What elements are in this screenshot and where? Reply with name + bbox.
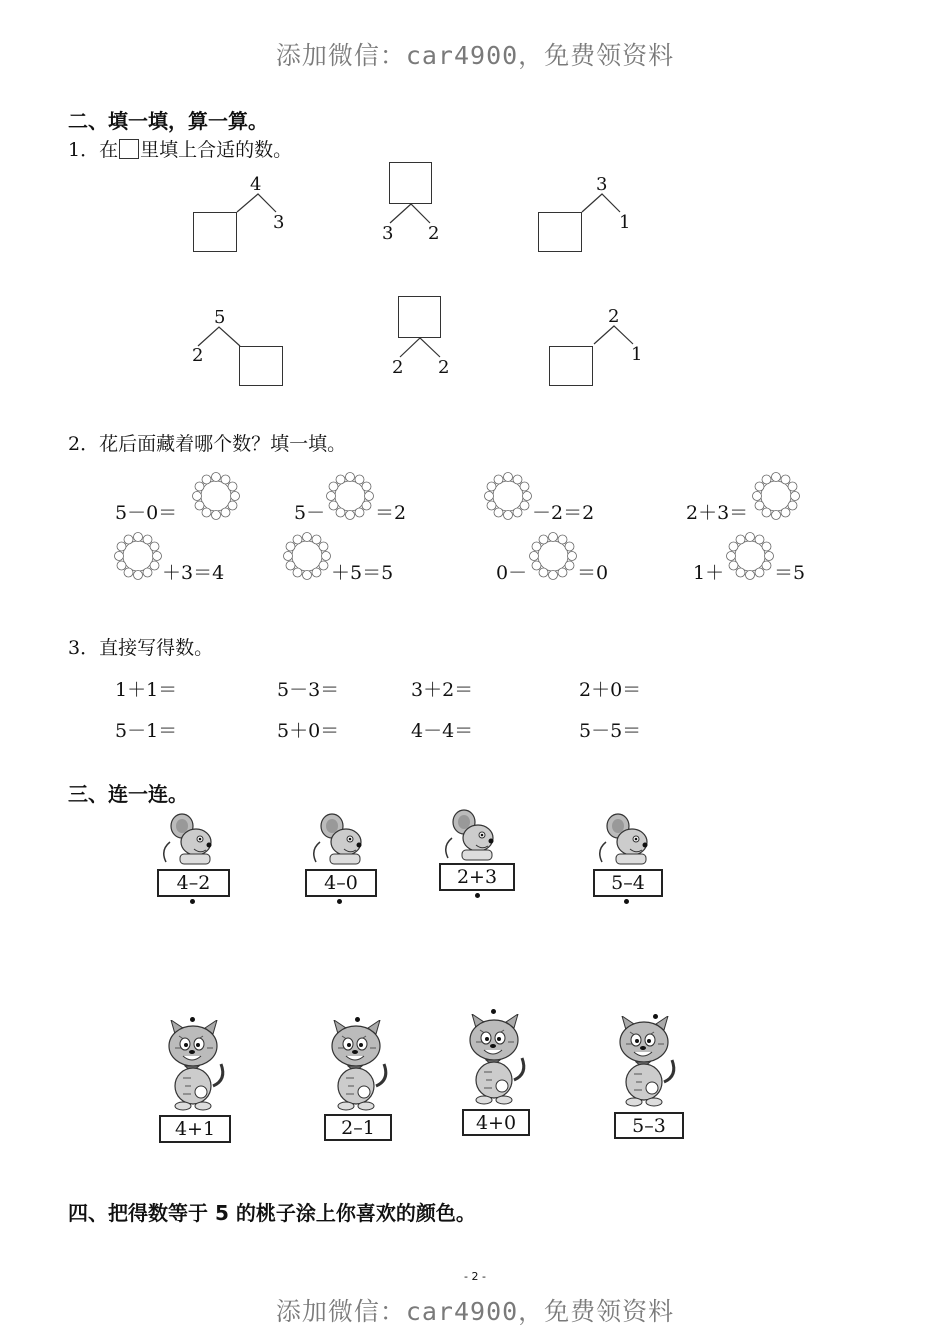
- tree3-top: 3: [596, 174, 608, 195]
- eq-text: 1＋1＝: [115, 679, 178, 701]
- eq-text: 2＋3＝: [686, 502, 749, 524]
- eq-text: 5－1＝: [115, 720, 178, 742]
- flower-icon[interactable]: [326, 472, 374, 520]
- q1-suffix: 里填上合适的数。: [140, 139, 293, 161]
- cat-icon: [155, 1020, 235, 1114]
- flower-icon[interactable]: [752, 472, 800, 520]
- cat-label: 4+1: [159, 1115, 231, 1143]
- cat-icon: [318, 1020, 398, 1114]
- tree5-left: 2: [392, 357, 404, 378]
- tree2-right: 2: [428, 223, 440, 244]
- mouse-label: 4–0: [305, 869, 377, 897]
- flower-icon[interactable]: [114, 532, 162, 580]
- connect-dot[interactable]: [624, 899, 629, 904]
- q3-title: 3．直接写得数。: [68, 637, 214, 659]
- q1-prefix: 1．在: [68, 139, 119, 161]
- cat-icon: [456, 1014, 536, 1108]
- tree1-top: 4: [250, 174, 262, 195]
- section-4-title: 四、把得数等于 5 的桃子涂上你喜欢的颜色。: [68, 1201, 476, 1225]
- tree4-top: 5: [214, 307, 226, 328]
- tree6-top: 2: [608, 306, 620, 327]
- eq-text: 1＋: [693, 562, 725, 584]
- flower-icon[interactable]: [283, 532, 331, 580]
- mouse-label: 2+3: [439, 863, 515, 891]
- eq-text: ＝5: [774, 562, 806, 584]
- connect-dot[interactable]: [190, 899, 195, 904]
- eq-text: －2＝2: [532, 502, 595, 524]
- answer-box[interactable]: [398, 296, 441, 338]
- eq-text: ＋3＝4: [162, 562, 225, 584]
- eq-text: 5－0＝: [115, 502, 178, 524]
- flower-icon[interactable]: [529, 532, 577, 580]
- eq-text: 3＋2＝: [411, 679, 474, 701]
- tree3-right: 1: [619, 212, 631, 233]
- flower-icon[interactable]: [484, 472, 532, 520]
- answer-box[interactable]: [389, 162, 432, 204]
- answer-box[interactable]: [549, 346, 593, 386]
- eq-text: 5＋0＝: [277, 720, 340, 742]
- eq-text: 5－: [294, 502, 326, 524]
- mouse-icon: [596, 812, 660, 872]
- tree5-right: 2: [438, 357, 450, 378]
- section-3-title: 三、连一连。: [68, 782, 188, 806]
- tree2-left: 3: [382, 223, 394, 244]
- tree6-right: 1: [631, 344, 643, 365]
- mouse-label: 5–4: [593, 869, 663, 897]
- cat-icon: [606, 1016, 686, 1110]
- mouse-icon: [442, 808, 506, 868]
- mouse-label: 4–2: [157, 869, 230, 897]
- page-number: - 2 -: [464, 1270, 486, 1283]
- mouse-icon: [160, 812, 224, 872]
- connect-dot[interactable]: [337, 899, 342, 904]
- cat-label: 4+0: [462, 1109, 530, 1136]
- answer-box[interactable]: [193, 212, 237, 252]
- cat-label: 5–3: [614, 1112, 684, 1139]
- q2-title: 2．花后面藏着哪个数？填一填。: [68, 433, 347, 455]
- watermark-top: 添加微信：car4900，免费领资料: [275, 41, 675, 70]
- eq-text: ＝2: [375, 502, 407, 524]
- eq-text: 5－3＝: [277, 679, 340, 701]
- connect-dot[interactable]: [475, 893, 480, 898]
- tree4-left: 2: [192, 345, 204, 366]
- eq-text: ＝0: [577, 562, 609, 584]
- watermark-bottom: 添加微信：car4900，免费领资料: [275, 1297, 675, 1326]
- eq-text: 2＋0＝: [579, 679, 642, 701]
- eq-text: ＋5＝5: [331, 562, 394, 584]
- cat-label: 2–1: [324, 1114, 392, 1141]
- answer-box[interactable]: [538, 212, 582, 252]
- eq-text: 0－: [496, 562, 528, 584]
- eq-text: 4－4＝: [411, 720, 474, 742]
- section-2-title: 二、填一填，算一算。: [68, 109, 268, 133]
- mouse-icon: [310, 812, 374, 872]
- tree1-right: 3: [273, 212, 285, 233]
- flower-icon[interactable]: [726, 532, 774, 580]
- flower-icon[interactable]: [192, 472, 240, 520]
- answer-box[interactable]: [239, 346, 283, 386]
- eq-text: 5－5＝: [579, 720, 642, 742]
